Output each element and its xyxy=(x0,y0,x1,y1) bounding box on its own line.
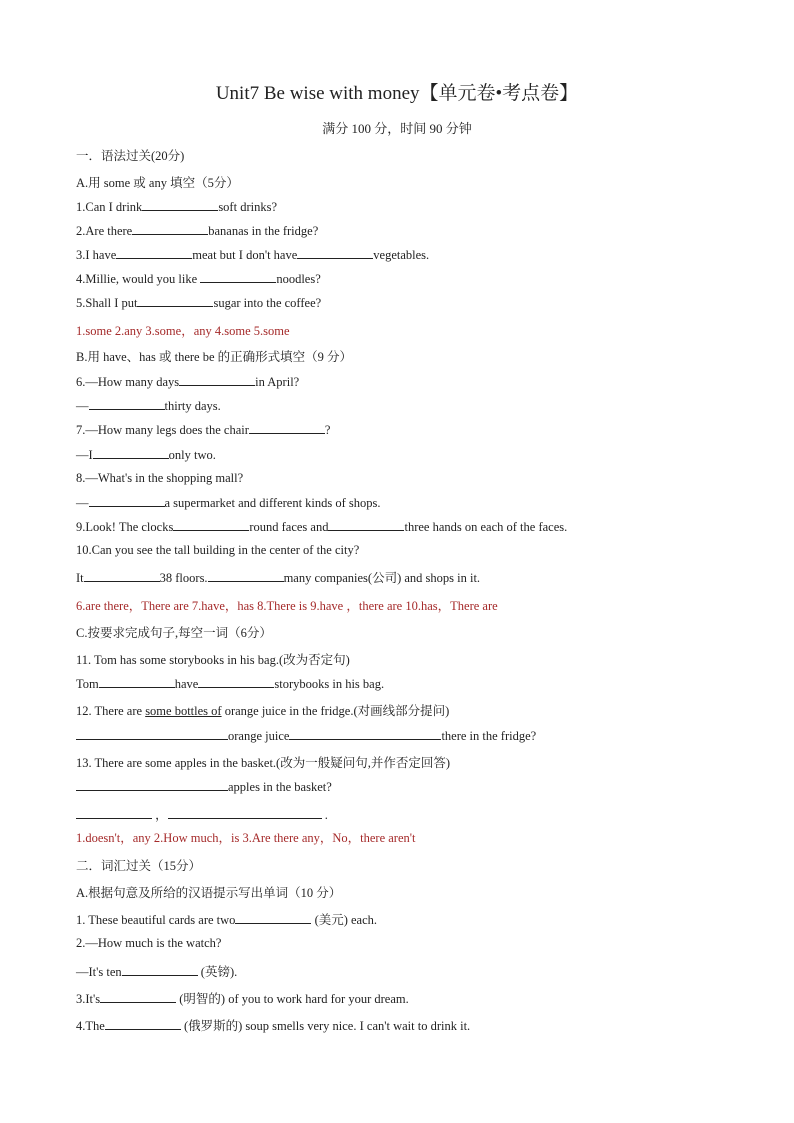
q2-text-b: bananas in the fridge? xyxy=(208,224,319,238)
part-a-heading: A.用 some 或 any 填空（5分） xyxy=(76,176,239,190)
q11-text-b: Tom xyxy=(76,677,99,691)
q4-text-b: noodles? xyxy=(276,272,321,286)
question-13: 13. There are some apples in the basket.(改为一般疑问句,并作否定回答) xyxy=(76,756,450,770)
question-10: 10.Can you see the tall building in the center of the city? xyxy=(76,543,360,557)
q9-blank-2[interactable] xyxy=(328,519,404,531)
q6-text-d: thirty days. xyxy=(164,399,221,413)
question-13-line-2 xyxy=(76,779,332,795)
question-9 xyxy=(76,519,567,535)
part-a-answer: 1.some 2.any 3.some，any 4.some 5.some xyxy=(76,324,290,338)
v1-text-a: 1. These beautiful cards are two xyxy=(76,913,236,927)
q7-blank-2[interactable] xyxy=(93,447,169,459)
q5-blank[interactable] xyxy=(137,295,213,307)
q11-text-c: have xyxy=(174,677,199,691)
q9-text-c: three hands on each of the faces. xyxy=(404,520,568,534)
question-6-reply xyxy=(76,398,221,414)
v1-blank[interactable] xyxy=(235,912,311,924)
q2-blank[interactable] xyxy=(132,223,208,235)
question-6 xyxy=(76,374,299,390)
q3-blank-2[interactable] xyxy=(297,247,373,259)
q7-text-d: only two. xyxy=(168,448,216,462)
vocab-question-2: 2.—How much is the watch? xyxy=(76,936,222,950)
v1-text-b: (美元) each. xyxy=(311,913,378,927)
v2-text-b: —It's ten xyxy=(76,965,122,979)
part-b-answer: 6.are there，There are 7.have，has 8.There is 9.have ，there are 10.has，There are xyxy=(76,599,498,613)
q11-blank-2[interactable] xyxy=(198,676,274,688)
q13-blank-2[interactable] xyxy=(76,807,152,819)
q1-text-a: 1.Can I drink xyxy=(76,200,143,214)
q13-blank-3[interactable] xyxy=(168,807,322,819)
q4-text-a: 4.Millie, would you like xyxy=(76,272,201,286)
q12-underlined: some bottles of xyxy=(145,704,222,718)
part-c-heading: C.按要求完成句子,每空一词（6分） xyxy=(76,626,272,640)
q8-blank[interactable] xyxy=(89,495,165,507)
q3-text-b: meat but I don't have xyxy=(192,248,298,262)
q12-text-a: 12. There are xyxy=(76,704,146,718)
part-c-answer: 1.doesn't，any 2.How much，is 3.Are there any，No，there aren't xyxy=(76,831,416,845)
question-12 xyxy=(76,701,449,719)
q7-text-a: 7.—How many legs does the chair xyxy=(76,423,249,437)
question-5 xyxy=(76,295,321,311)
vocab-part-a-heading: A.根据句意及所给的汉语提示写出单词（10 分） xyxy=(76,886,342,900)
q6-blank-1[interactable] xyxy=(179,374,255,386)
part-b-heading: B.用 have、has 或 there be 的正确形式填空（9 分） xyxy=(76,350,353,364)
q6-blank-2[interactable] xyxy=(89,398,165,410)
q11-blank-1[interactable] xyxy=(99,676,175,688)
v4-text-a: 4.The xyxy=(76,1019,105,1033)
q3-blank-1[interactable] xyxy=(116,247,192,259)
q10-blank-2[interactable] xyxy=(208,570,284,582)
q13-text-c: ， xyxy=(152,808,168,822)
q12-blank-2[interactable] xyxy=(289,728,441,740)
question-7 xyxy=(76,422,330,438)
page-subtitle: 满分 100 分，时间 90 分钟 xyxy=(322,121,472,136)
question-11: 11. Tom has some storybooks in his bag.(改为否定句) xyxy=(76,653,350,667)
question-1 xyxy=(76,199,277,215)
q13-blank-1[interactable] xyxy=(76,779,228,791)
q10-blank-1[interactable] xyxy=(84,570,160,582)
question-4 xyxy=(76,271,321,287)
question-13-line-3 xyxy=(76,805,328,823)
v3-blank[interactable] xyxy=(100,991,176,1003)
q6-dash: — xyxy=(76,399,89,413)
q5-text-b: sugar into the coffee? xyxy=(213,296,322,310)
q10-text-c: 38 floors. xyxy=(159,571,208,585)
q12-text-b: orange juice in the fridge.(对画线部分提问) xyxy=(221,704,450,718)
q13-text-b: apples in the basket? xyxy=(228,780,332,794)
q5-text-a: 5.Shall I put xyxy=(76,296,138,310)
q13-text-d: . xyxy=(321,808,328,822)
question-7-reply xyxy=(76,447,216,463)
q7-blank-1[interactable] xyxy=(249,422,325,434)
vocab-question-2-reply xyxy=(76,962,237,980)
q8-text-d: a supermarket and different kinds of shops. xyxy=(164,496,381,510)
q10-text-d: many companies(公司) and shops in it. xyxy=(283,571,481,585)
q1-text-b: soft drinks? xyxy=(218,200,277,214)
q1-blank[interactable] xyxy=(142,199,218,211)
vocab-question-1 xyxy=(76,910,377,928)
question-10-line-2 xyxy=(76,568,480,586)
q10-text-b: It xyxy=(76,571,84,585)
v3-text-a: 3.It's xyxy=(76,992,101,1006)
page-title: Unit7 Be wise with money【单元卷•考点卷】 xyxy=(215,83,579,104)
q12-text-d: there in the fridge? xyxy=(441,729,537,743)
q9-text-b: round faces and xyxy=(249,520,329,534)
q3-text-a: 3.I have xyxy=(76,248,117,262)
v3-text-b: (明智的) of you to work hard for your dream. xyxy=(176,992,409,1006)
q8-dash: — xyxy=(76,496,89,510)
question-2 xyxy=(76,223,318,239)
v2-text-c: (英镑). xyxy=(197,965,238,979)
q11-text-d: storybooks in his bag. xyxy=(274,677,385,691)
question-8-reply xyxy=(76,495,381,511)
q9-blank-1[interactable] xyxy=(173,519,249,531)
v4-text-b: (俄罗斯的) soup smells very nice. I can't wait to drink it. xyxy=(180,1019,471,1033)
q12-blank-1[interactable] xyxy=(76,728,228,740)
q6-text-a: 6.—How many days xyxy=(76,375,180,389)
q9-text-a: 9.Look! The clocks xyxy=(76,520,174,534)
q2-text-a: 2.Are there xyxy=(76,224,133,238)
question-11-line-2 xyxy=(76,676,384,692)
vocab-question-4 xyxy=(76,1016,470,1034)
q7-text-b: ? xyxy=(324,423,331,437)
v2-blank[interactable] xyxy=(122,964,198,976)
section2-heading: 二．词汇过关（15分） xyxy=(76,859,202,873)
section1-heading: 一．语法过关(20分) xyxy=(76,149,185,163)
q12-text-c: orange juice xyxy=(228,729,290,743)
q3-text-c: vegetables. xyxy=(373,248,430,262)
question-12-line-2 xyxy=(76,728,536,744)
q7-text-c: —I xyxy=(76,448,93,462)
question-8: 8.—What's in the shopping mall? xyxy=(76,471,244,485)
q6-text-b: in April? xyxy=(255,375,300,389)
v4-blank[interactable] xyxy=(105,1018,181,1030)
q4-blank[interactable] xyxy=(200,271,276,283)
question-3 xyxy=(76,247,429,263)
vocab-question-3 xyxy=(76,989,409,1007)
